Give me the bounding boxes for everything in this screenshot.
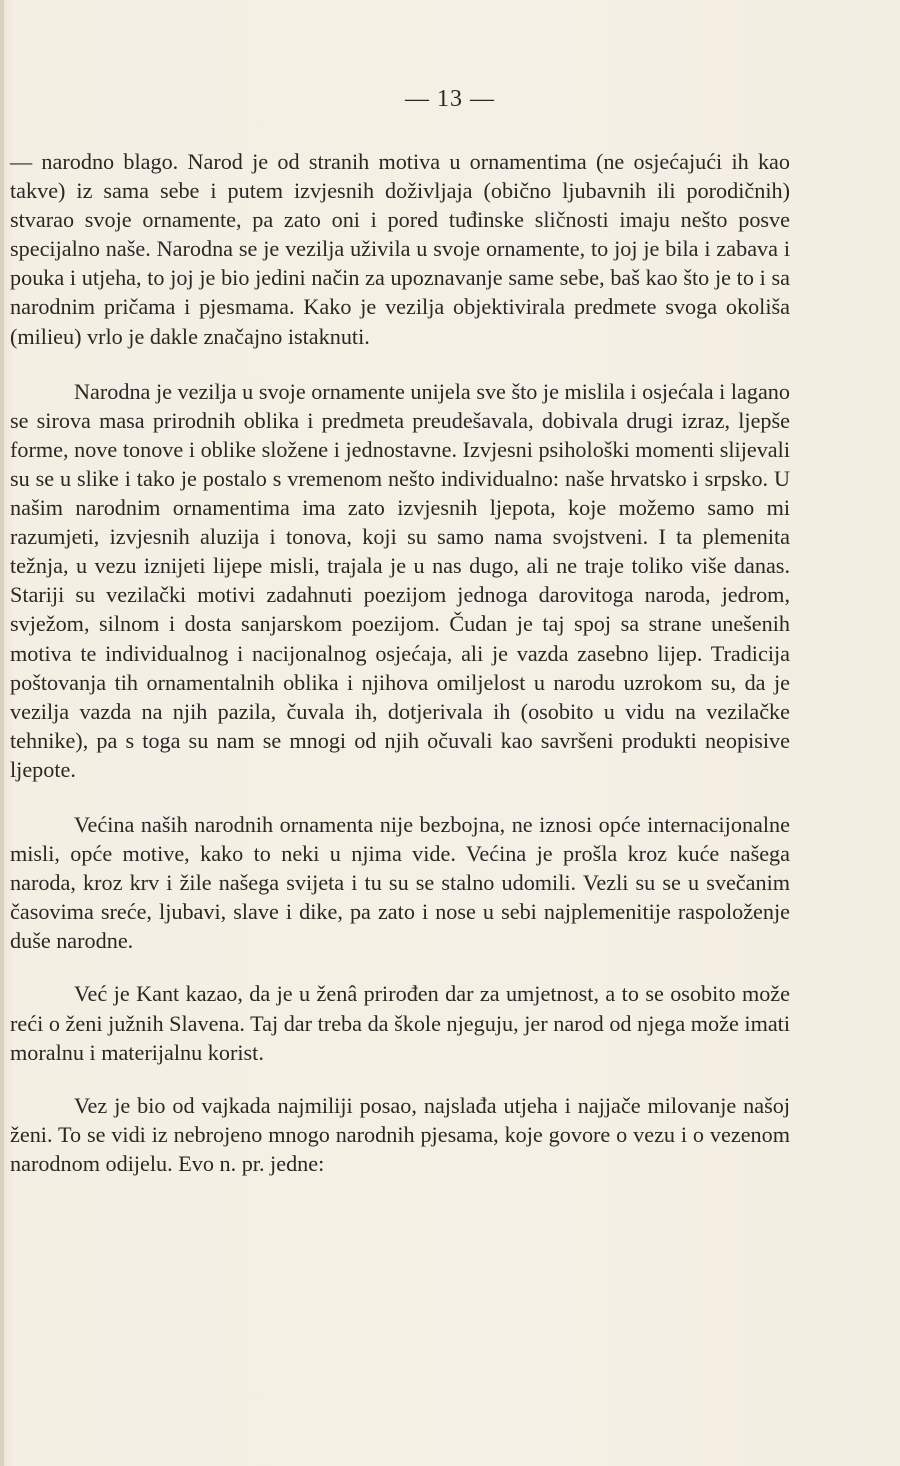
page-binding-edge xyxy=(0,0,4,1466)
paragraph-4: Već je Kant kazao, da je u ženâ prirođen dar za umjetnost, a to se osobito može reći o ženi južnih Slavena. Taj dar treba da škole njeguju, jer narod od njega može imati moralnu i materijalnu korist. xyxy=(10,981,790,1065)
body-text xyxy=(10,147,790,1178)
page-number: — 13 — xyxy=(405,86,495,112)
paragraph-2: Narodna je vezilja u svoje ornamente unijela sve što je mislila i osjećala i lagano se sirova masa prirodnih oblika i predmeta preudešavala, dobivala drugi izraz, ljepše forme, nove tonove i oblike složene i jednostavne. Izvjesni psihološki momenti slijevali su se u slike i tako je postalo s vremenom nešto individualno: naše hrvatsko i srpsko. U našim narodnim ornamentima ima zato izvjesnih ljepota, koje možemo samo mi razumjeti, izvjesnih aluzija i tonova, koji su samo nama svojstveni. I ta plemenita težnja, u vezu iznijeti lijepe misli, trajala je u nas dugo, ali ne traje toliko više danas. Stariji su vezilački motivi zadahnuti poezijom jednoga darovitoga naroda, jedrom, svježom, silnom i dosta sanjarskom poezijom. Čudan je taj spoj sa strane unešenih motiva te individualnog i nacijonalnog osjećaja, ali je vazda zasebno lijep. Tradicija poštovanja tih ornamentalnih oblika i njihova omiljelost u narodu uzrokom su, da je vezilja vazda na njih pazila, čuvala ih, dotjerivala ih (osobito u vidu na vezilačke tehnike), pa s toga su nam se mnogi od njih očuvali kao savršeni produkti neopisive ljepote. xyxy=(10,378,790,782)
paragraph-3: Većina naših narodnih ornamenta nije bezbojna, ne iznosi opće internacijonalne misli, opće motive, kako to neki u njima vide. Većina je prošla kroz kuće našega naroda, kroz krv i žile našega svijeta i tu su se stalno udomili. Vezli su se u svečanim časovima sreće, ljubavi, slave i dike, pa zato i nose u sebi najplemenitije raspoloženje duše narodne. xyxy=(10,811,790,954)
paragraph-5: Vez je bio od vajkada najmiliji posao, najslađa utjeha i najjače milovanje našoj ženi. To se vidi iz nebrojeno mnogo narodnih pjesama, koje govore o vezu i o vezenom narodnom odijelu. Evo n. pr. jedne: xyxy=(10,1092,790,1176)
paragraph-1: — narodno blago. Narod je od stranih motiva u ornamentima (ne osjećajući ih kao takve) iz sama sebe i putem izvjesnih doživljaja (obično ljubavnih ili porodičnih) stvarao svoje ornamente, pa zato oni i pored tuđinske sličnosti imaju nešto posve specijalno naše. Narodna se je vezilja uživila u svoje ornamente, to joj je bila i zabava i pouka i utjeha, to joj je bio jedini način za upoznavanje same sebe, baš kao što je to i sa narodnim pričama i pjesmama. Kako je vezilja objektivirala predmete svoga okoliša (milieu) vrlo je dakle značajno istaknuti. xyxy=(10,149,790,349)
